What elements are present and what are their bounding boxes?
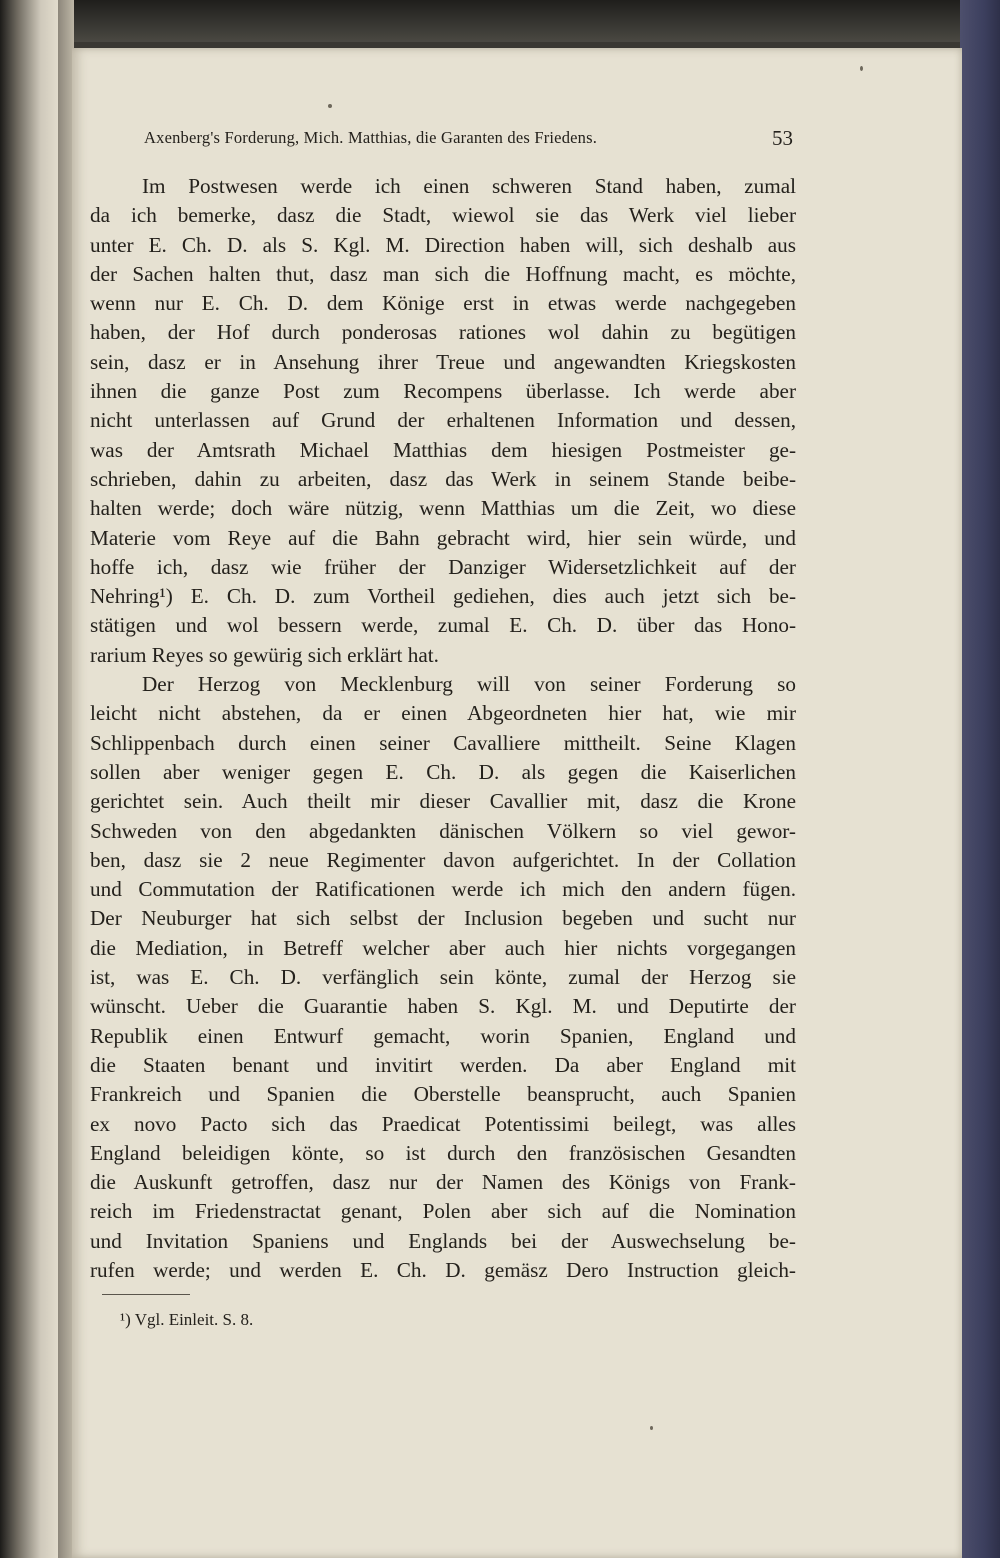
text-line: Im Postwesen werde ich einen schweren Stand haben, zumal bbox=[142, 174, 796, 198]
book-cover-edge bbox=[960, 0, 1000, 1558]
text-line: was der Amtsrath Michael Matthias dem hiesigen Postmeister ge- bbox=[90, 437, 796, 462]
text-line: unter E. Ch. D. als S. Kgl. M. Direction haben will, sich deshalb aus bbox=[90, 232, 796, 257]
text-line: ex novo Pacto sich das Praedicat Potentissimi beilegt, was alles bbox=[90, 1111, 796, 1136]
text-line: England beleidigen könte, so ist durch den französischen Gesandten bbox=[90, 1140, 796, 1165]
text-line: leicht nicht abstehen, da er einen Abgeordneten hier hat, wie mir bbox=[90, 701, 796, 726]
text-line: gerichtet sein. Auch theilt mir dieser Cavallier mit, dasz die Krone bbox=[90, 789, 796, 814]
text-line: Republik einen Entwurf gemacht, worin Spanien, England und bbox=[90, 1023, 796, 1048]
scan-background-top bbox=[0, 0, 1000, 42]
text-line: nicht unterlassen auf Grund der erhaltenen Information und dessen, bbox=[90, 408, 796, 433]
footnote: ¹) Vgl. Einleit. S. 8. bbox=[120, 1310, 254, 1329]
text-line: haben, der Hof durch ponderosas rationes wol dahin zu begütigen bbox=[90, 320, 796, 345]
text-line: sollen aber weniger gegen E. Ch. D. als gegen die Kaiserlichen bbox=[90, 759, 796, 784]
text-line: hoffe ich, dasz wie früher der Danziger Widersetzlichkeit auf der bbox=[90, 554, 796, 579]
text-line: die Staaten benant und invitirt werden. Da aber England mit bbox=[90, 1052, 796, 1077]
body-text bbox=[90, 172, 796, 1285]
text-line: Schweden von den abgedankten dänischen Völkern so viel gewor- bbox=[90, 818, 796, 843]
text-line: wünscht. Ueber die Guarantie haben S. Kgl. M. und Deputirte der bbox=[90, 994, 796, 1019]
page-number: 53 bbox=[772, 126, 793, 150]
text-line: die Auskunft getroffen, dasz nur der Namen des Königs von Frank- bbox=[90, 1170, 796, 1195]
text-line: schrieben, dahin zu arbeiten, dasz das Werk in seinem Stande beibe- bbox=[90, 466, 796, 491]
text-line: Frankreich und Spanien die Oberstelle beansprucht, auch Spanien bbox=[90, 1082, 796, 1107]
paper-spot bbox=[328, 104, 332, 108]
text-line: ihnen die ganze Post zum Recompens überlasse. Ich werde aber bbox=[90, 379, 796, 404]
text-line: Materie vom Reye auf die Bahn gebracht wird, hier sein würde, und bbox=[90, 525, 796, 550]
text-line: reich im Friedenstractat genant, Polen aber sich auf die Nomination bbox=[90, 1199, 796, 1224]
text-line: Nehring¹) E. Ch. D. zum Vortheil gediehen, dies auch jetzt sich be- bbox=[90, 584, 796, 609]
text-line: die Mediation, in Betreff welcher aber auch hier nichts vorgegangen bbox=[90, 935, 796, 960]
text-line: wenn nur E. Ch. D. dem Könige erst in etwas werde nachgegeben bbox=[90, 291, 796, 316]
paper-spot bbox=[650, 1426, 653, 1430]
footnote-divider bbox=[102, 1294, 190, 1295]
text-line: Der Neuburger hat sich selbst der Inclusion begeben und sucht nur bbox=[90, 906, 796, 931]
facing-page-edge bbox=[0, 0, 58, 1558]
text-line: stätigen und wol bessern werde, zumal E. Ch. D. über das Hono- bbox=[90, 613, 796, 638]
book-page bbox=[72, 48, 962, 1558]
text-line: da ich bemerke, dasz die Stadt, wiewol sie das Werk viel lieber bbox=[90, 203, 796, 228]
text-line: der Sachen halten thut, dasz man sich die Hoffnung macht, es möchte, bbox=[90, 261, 796, 286]
text-line: ben, dasz sie 2 neue Regimenter davon aufgerichtet. In der Collation bbox=[90, 847, 796, 872]
paper-spot bbox=[860, 66, 863, 71]
text-line: Schlippenbach durch einen seiner Cavalliere mittheilt. Seine Klagen bbox=[90, 730, 796, 755]
running-header-title: Axenberg's Forderung, Mich. Matthias, die Garanten des Friedens. bbox=[144, 128, 598, 147]
text-line: Der Herzog von Mecklenburg will von seiner Forderung so bbox=[142, 672, 796, 697]
text-line: rufen werde; und werden E. Ch. D. gemäsz Dero Instruction gleich- bbox=[90, 1257, 796, 1282]
text-line: halten werde; doch wäre nützig, wenn Matthias um die Zeit, wo diese bbox=[90, 496, 796, 521]
text-line: und Commutation der Ratificationen werde ich mich den andern fügen. bbox=[90, 877, 796, 902]
text-line: sein, dasz er in Ansehung ihrer Treue und angewandten Kriegskosten bbox=[90, 349, 796, 374]
text-line: und Invitation Spaniens und Englands bei der Auswechselung be- bbox=[90, 1228, 796, 1253]
text-line: ist, was E. Ch. D. verfänglich sein könte, zumal der Herzog sie bbox=[90, 965, 796, 990]
text-line: rarium Reyes so gewürig sich erklärt hat. bbox=[90, 642, 439, 667]
